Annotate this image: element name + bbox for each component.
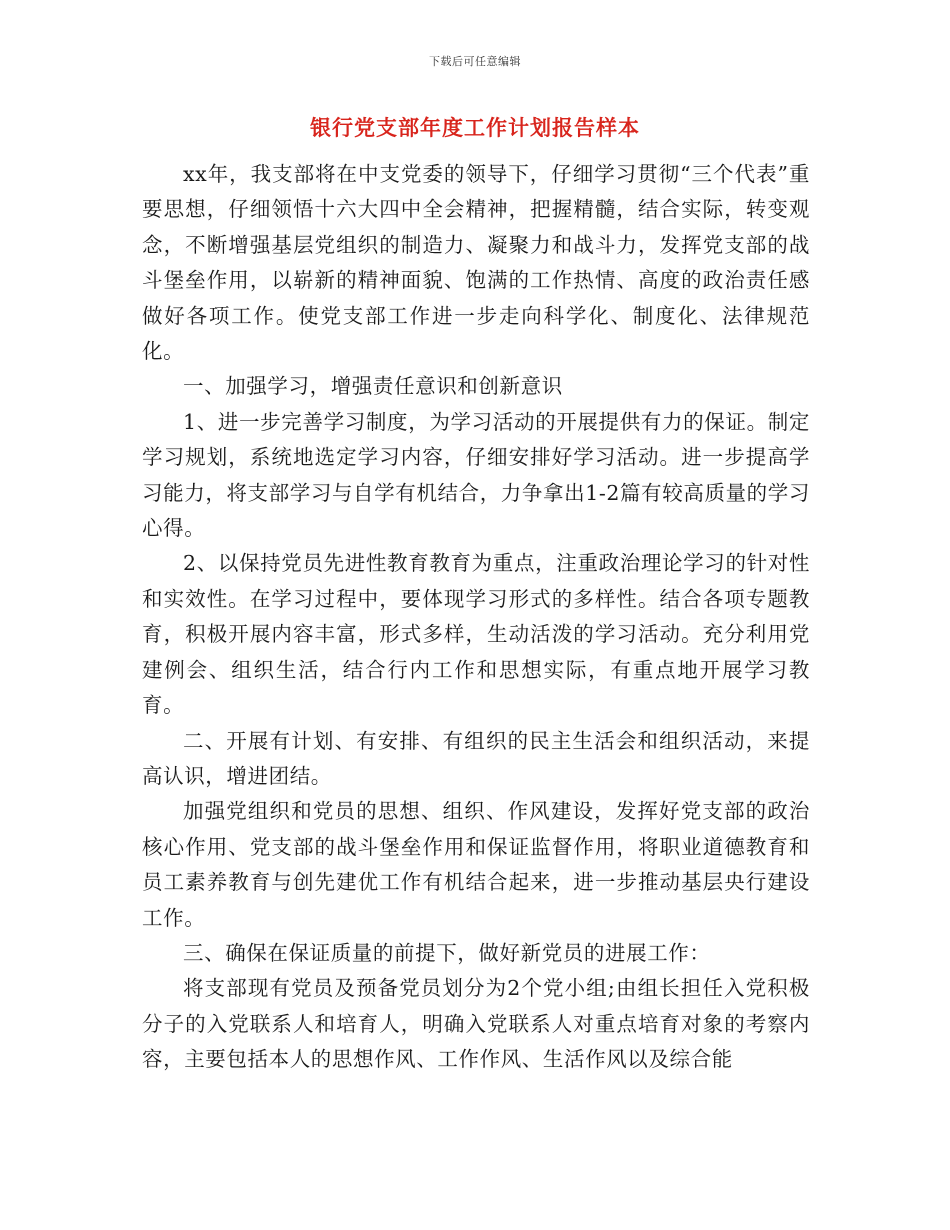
section-heading-2: 二、开展有计划、有安排、有组织的民主生活会和组织活动，来提高认识，增进团结。 xyxy=(142,728,810,788)
paragraph-2: 加强党组织和党员的思想、组织、作风建设，发挥好党支部的政治核心作用、党支部的战斗堡垒作用和保证监督作用，将职业道德教育和员工素养教育与创先建优工作有机结合起来，进一步推动基层央行建设工作。 xyxy=(142,799,810,930)
paragraph-3: 将支部现有党员及预备党员划分为2个党小组;由组长担任入党积极分子的入党联系人和培育人，明确入党联系人对重点培育对象的考察内容，主要包括本人的思想作风、工作作风、生活作风以及综合能 xyxy=(142,976,810,1072)
header-note: 下载后可任意编辑 xyxy=(429,55,521,68)
paragraph-intro: xx年，我支部将在中支党委的领导下，仔细学习贯彻“三个代表”重要思想，仔细领悟十六大四中全会精神，把握精髓，结合实际，转变观念，不断增强基层党组织的制造力、凝聚力和战斗力，发挥党支部的战斗堡垒作用，以崭新的精神面貌、饱满的工作热情、高度的政治责任感做好各项工作。使党支部工作进一步走向科学化、制度化、法律规范化。 xyxy=(142,162,810,364)
section-heading-3: 三、确保在保证质量的前提下，做好新党员的进展工作： xyxy=(183,940,711,965)
paragraph-1-2: 2、以保持党员先进性教育教育为重点，注重政治理论学习的针对性和实效性。在学习过程中，要体现学习形式的多样性。结合各项专题教育，积极开展内容丰富，形式多样，生动活泼的学习活动。充分利用党建例会、组织生活，结合行内工作和思想实际，有重点地开展学习教育。 xyxy=(142,551,810,718)
paragraph-1-1: 1、进一步完善学习制度，为学习活动的开展提供有力的保证。制定学习规划，系统地选定学习内容，仔细安排好学习活动。进一步提高学习能力，将支部学习与自学有机结合，力争拿出1-2篇有较高质量的学习心得。 xyxy=(142,409,810,541)
section-heading-1: 一、加强学习，增强责任意识和创新意识 xyxy=(183,374,563,399)
document-title: 银行党支部年度工作计划报告样本 xyxy=(310,115,640,140)
document-body xyxy=(142,157,810,1078)
